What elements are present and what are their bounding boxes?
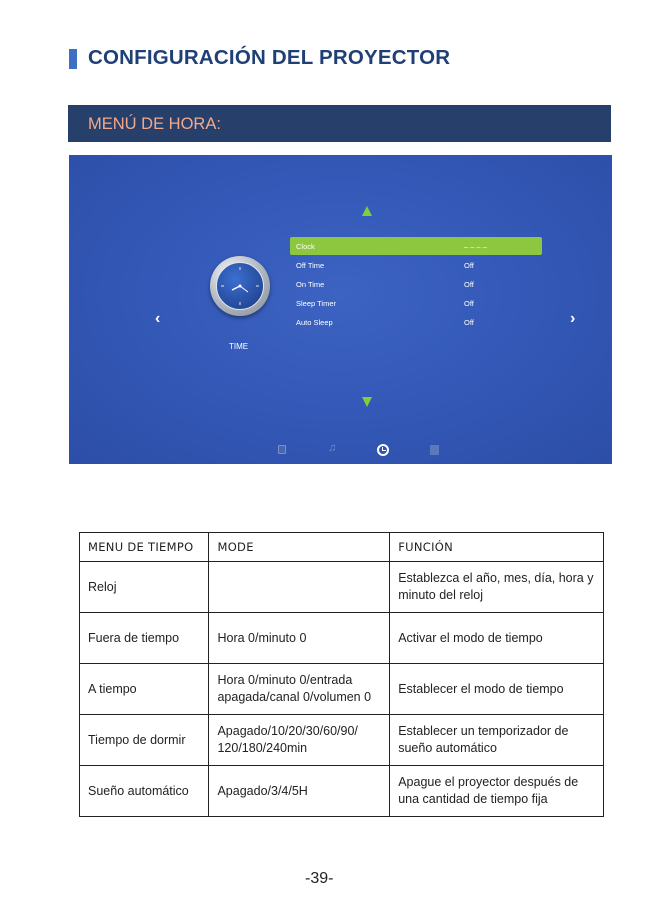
table-cell: Hora 0/minuto 0: [209, 613, 390, 664]
table-header-row: [80, 533, 604, 562]
page-number: -39-: [305, 870, 334, 887]
table-cell: Apagado/3/4/5H: [209, 766, 390, 817]
table-cell: Apagado/10/20/30/60/90/ 120/180/240min: [209, 715, 390, 766]
table-cell: Establecer el modo de tiempo: [390, 664, 604, 715]
projector-menu-screenshot: [69, 155, 612, 464]
title-marker: [69, 49, 77, 69]
right-chevron-icon: ›: [570, 310, 576, 327]
down-arrow-icon: [362, 397, 372, 407]
time-menu-table: [79, 532, 604, 817]
clock-tab-icon[interactable]: [377, 444, 389, 456]
table-cell: A tiempo: [80, 664, 209, 715]
menu-item-label: Clock: [296, 242, 315, 251]
section-header: [68, 105, 611, 142]
table-cell: Activar el modo de tiempo: [390, 613, 604, 664]
menu-item-value: – – – –: [464, 242, 487, 251]
menu-item-label: Auto Sleep: [296, 318, 333, 327]
menu-item-label: On Time: [296, 280, 325, 289]
menu-item-value: Off: [464, 318, 474, 327]
menu-item-value: Off: [464, 280, 474, 289]
lock-icon[interactable]: [430, 445, 439, 455]
page-title: CONFIGURACIÓN DEL PROYECTOR: [88, 46, 451, 69]
table-cell: Tiempo de dormir: [80, 715, 209, 766]
table-row: [80, 562, 604, 613]
menu-item-value: Off: [464, 299, 474, 308]
table-cell: Fuera de tiempo: [80, 613, 209, 664]
picture-icon[interactable]: [278, 445, 286, 454]
section-title: MENÚ DE HORA:: [88, 115, 221, 133]
menu-item-sleep-timer[interactable]: [290, 294, 542, 312]
table-row: [80, 664, 604, 715]
table-cell: [209, 562, 390, 613]
time-label: TIME: [229, 342, 249, 351]
menu-item-label: Sleep Timer: [296, 299, 337, 308]
table-row: [80, 613, 604, 664]
table-header: FUNCIÓN: [390, 533, 604, 562]
menu-item-label: Off Time: [296, 261, 325, 270]
menu-item-clock[interactable]: [290, 237, 542, 255]
table-cell: Establezca el año, mes, día, hora y minuto del reloj: [390, 562, 604, 613]
table-header: MENU DE TIEMPO: [80, 533, 209, 562]
menu-item-off-time[interactable]: [290, 256, 542, 274]
table-cell: Apague el proyector después de una cantidad de tiempo fija: [390, 766, 604, 817]
menu-item-on-time[interactable]: [290, 275, 542, 293]
table-cell: Sueño automático: [80, 766, 209, 817]
table-header: MODE: [209, 533, 390, 562]
up-arrow-icon: [362, 206, 372, 216]
table-cell: Establecer un temporizador de sueño automático: [390, 715, 604, 766]
menu-item-auto-sleep[interactable]: [290, 313, 542, 331]
table-cell: Hora 0/minuto 0/entrada apagada/canal 0/volumen 0: [209, 664, 390, 715]
table-row: [80, 766, 604, 817]
table-row: [80, 715, 604, 766]
music-note-icon[interactable]: ♫: [328, 442, 337, 454]
left-chevron-icon: ‹: [155, 310, 161, 327]
table-cell: Reloj: [80, 562, 209, 613]
clock-icon: [210, 256, 270, 316]
menu-item-value: Off: [464, 261, 474, 270]
